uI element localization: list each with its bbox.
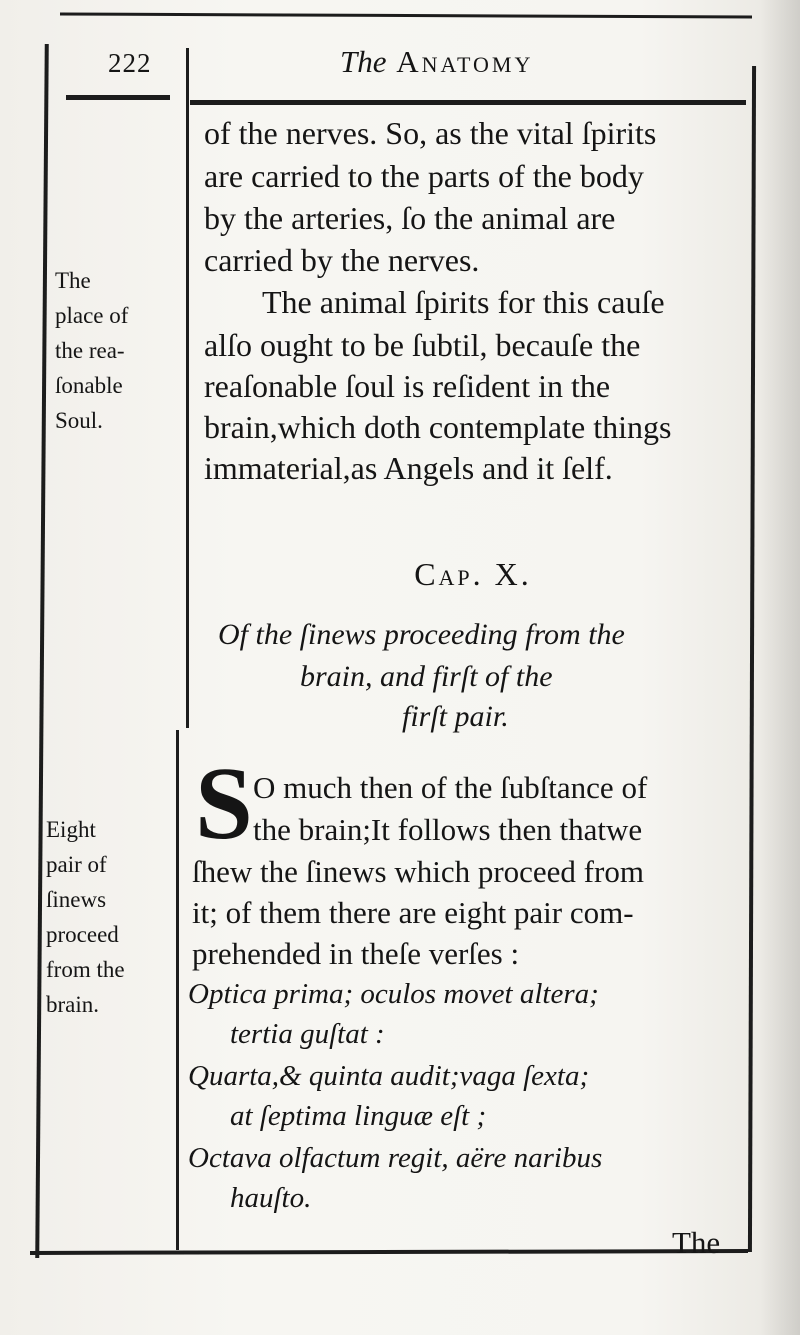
text-line: are carried to the parts of the body: [204, 158, 644, 194]
body-line: it; of them there are eight pair com-: [192, 895, 634, 930]
top-rule: [60, 12, 752, 18]
bottom-rule: [30, 1249, 748, 1255]
page-edge-shadow: [760, 0, 800, 1335]
verse-line: tertia guſtat :: [230, 1018, 385, 1050]
verse-line: Optica prima; oculos movet altera;: [188, 978, 599, 1010]
body-line: prehended in theſe verſes :: [192, 936, 520, 971]
chapter-subtitle-line: brain, and firſt of the: [300, 660, 553, 693]
text-line: carried by the nerves.: [204, 242, 480, 278]
margin-note-line: proceed: [46, 922, 119, 947]
margin-note-line: from the: [46, 957, 125, 982]
text-line: brain,which doth contemplate things: [204, 409, 672, 445]
chapter-heading: Cap. X.: [414, 556, 532, 592]
text-line: immaterial,as Angels and it ſelf.: [204, 450, 613, 486]
drop-cap: S: [195, 746, 253, 861]
running-title: [340, 44, 533, 80]
margin-note-line: The: [55, 268, 91, 293]
text-line: reaſonable ſoul is reſident in the: [204, 368, 611, 404]
margin-note-line: pair of: [46, 852, 107, 877]
text-line: by the arteries, ſo the animal are: [204, 200, 616, 236]
margin-note-line: the rea-: [55, 338, 125, 363]
right-frame-rule: [748, 66, 756, 1252]
margin-column-rule: [186, 48, 189, 728]
margin-note-line: ſonable: [55, 373, 123, 398]
body-line: the brain;It follows then thatwe: [253, 812, 643, 847]
margin-note-line: ſinews: [46, 887, 107, 912]
header-rule: [190, 100, 746, 105]
margin-note-line: Eight: [46, 817, 96, 842]
text-line: alſo ought to be ſubtil, becauſe the: [204, 327, 641, 363]
margin-column-rule-lower: [176, 730, 179, 1250]
chapter-subtitle-line: firſt pair.: [402, 700, 509, 733]
margin-note-line: Soul.: [55, 408, 103, 433]
margin-note-line: brain.: [46, 992, 100, 1017]
verse-line: Quarta,& quinta audit;vaga ſexta;: [188, 1060, 590, 1092]
text-line: of the nerves. So, as the vital ſpirits: [204, 115, 657, 151]
margin-note-reasonable-soul: [55, 263, 128, 438]
verse-line: hauſto.: [230, 1182, 312, 1214]
verse-line: Octava olfactum regit, aëre naribus: [188, 1142, 603, 1174]
body-line: ſhew the ſinews which proceed from: [192, 854, 644, 889]
running-title-main: Anatomy: [396, 44, 534, 79]
margin-note-line: place of: [55, 303, 129, 328]
chapter-subtitle-line: Of the ſinews proceeding from the: [218, 618, 625, 651]
page-number: 222: [108, 48, 152, 78]
left-frame-rule: [35, 44, 49, 1258]
margin-header-rule: [66, 95, 170, 100]
running-title-prefix: The: [340, 44, 387, 79]
text-line: The animal ſpirits for this cauſe: [262, 284, 665, 320]
margin-note-eight-pair: [46, 812, 125, 1022]
body-line: O much then of the ſubſtance of: [253, 770, 648, 805]
catchword: The: [672, 1225, 721, 1260]
verse-line: at ſeptima linguæ eſt ;: [230, 1100, 487, 1132]
